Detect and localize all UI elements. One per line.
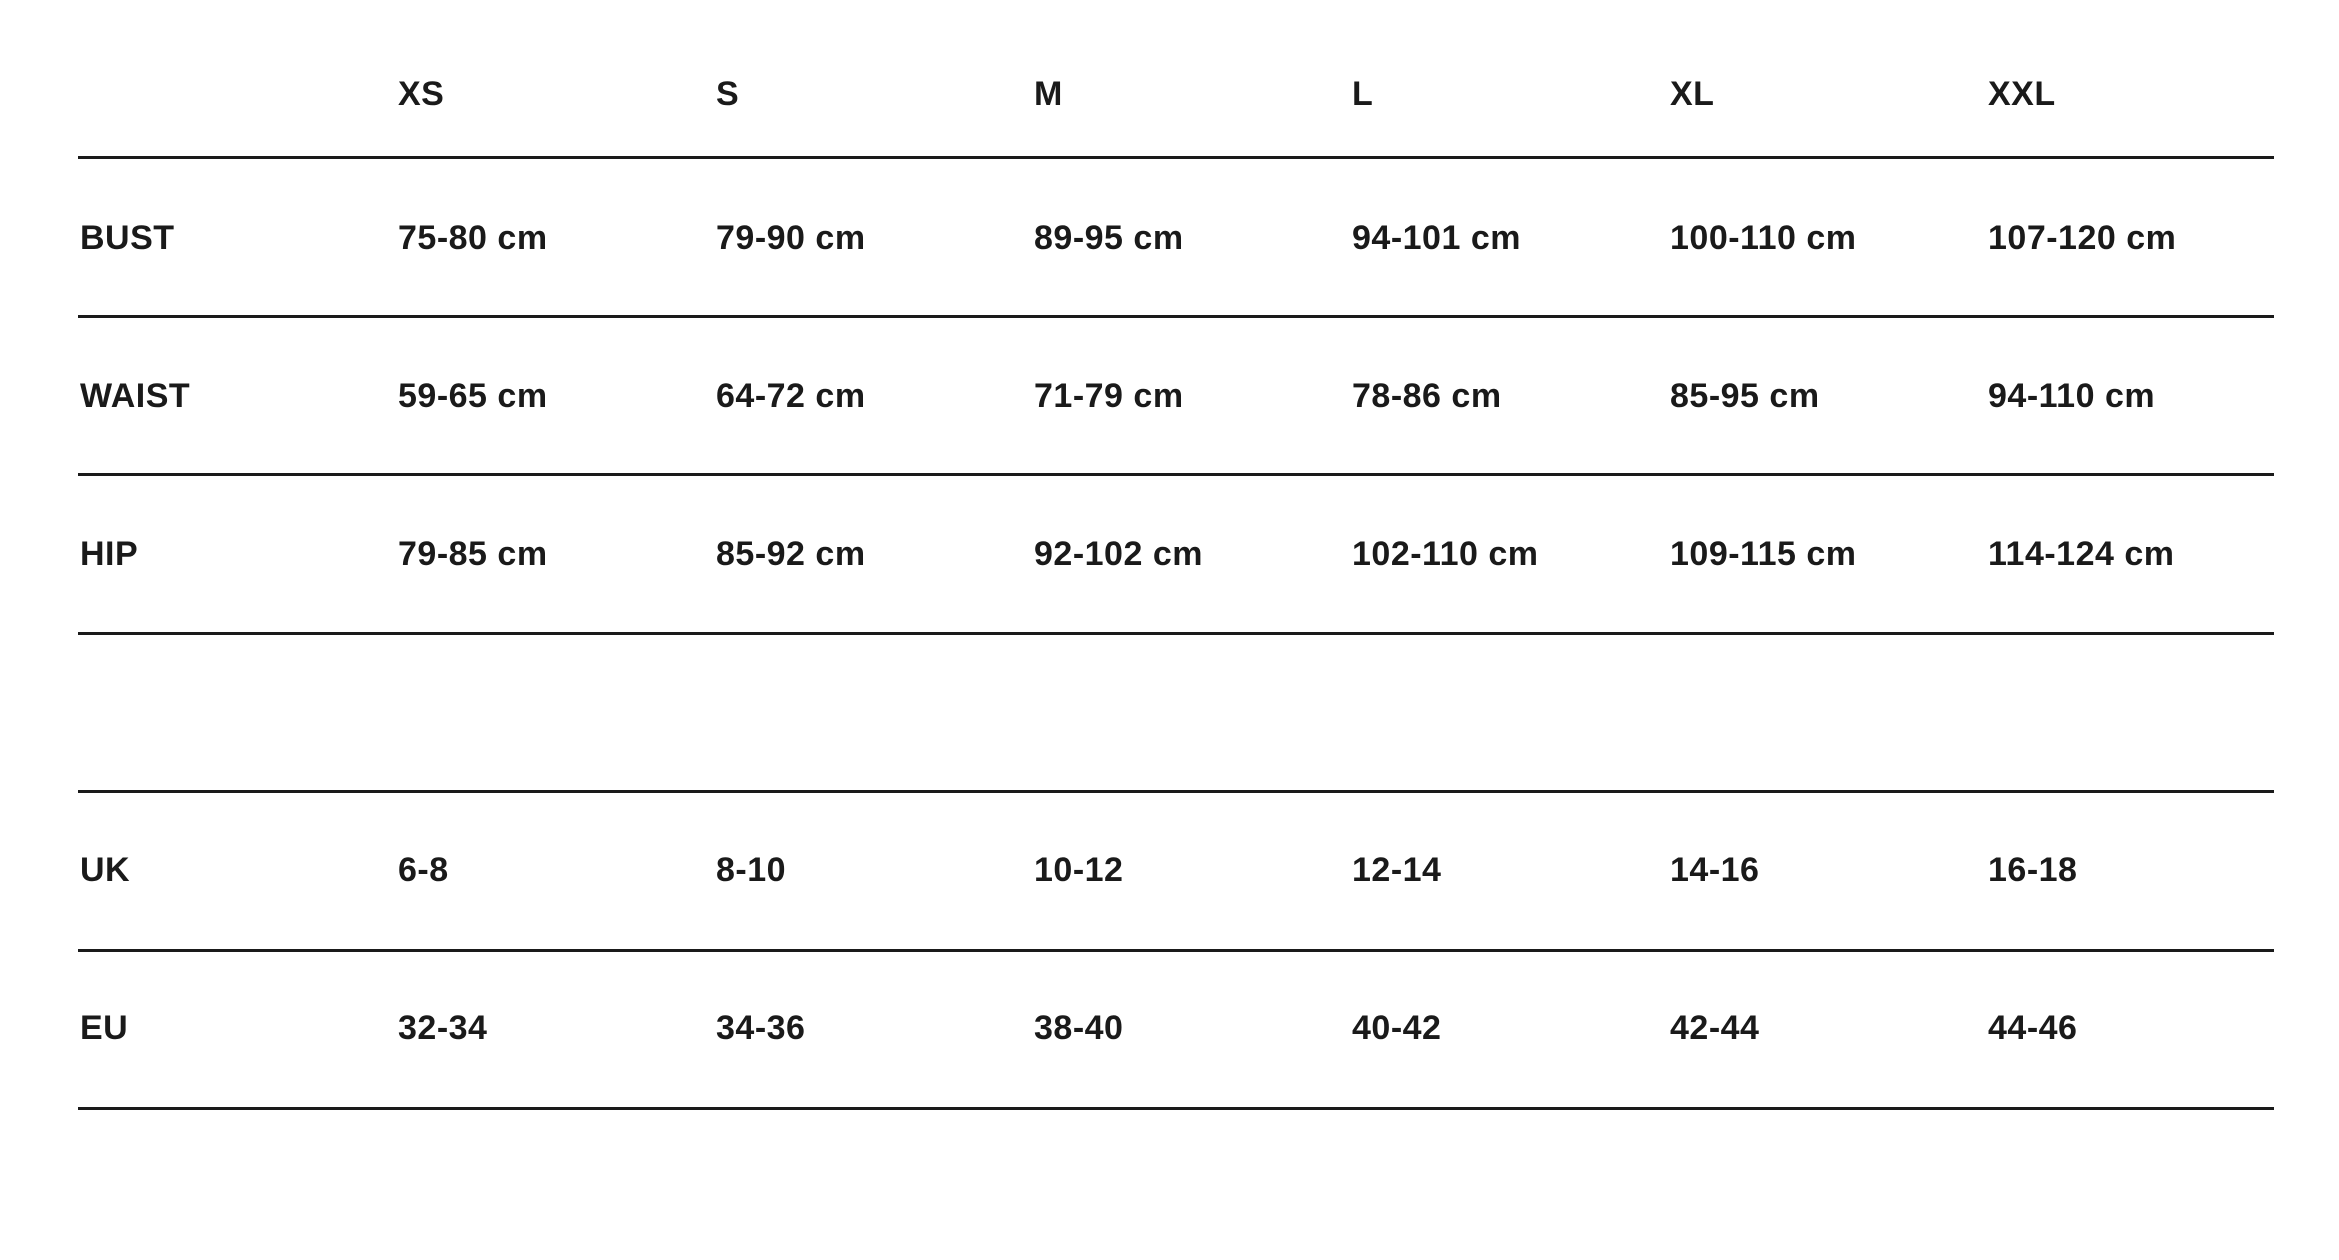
table-cell: 10-12	[1034, 850, 1124, 889]
table-cell: 34-36	[716, 1008, 806, 1047]
table-row	[78, 512, 2274, 596]
column-header-xxl: XXL	[1988, 74, 2056, 113]
table-cell: 14-16	[1670, 850, 1760, 889]
table-cell: 6-8	[398, 850, 449, 889]
row-label-bust: BUST	[80, 218, 175, 257]
table-cell: 38-40	[1034, 1008, 1124, 1047]
table-cell: 85-92 cm	[716, 534, 866, 573]
row-label-waist: WAIST	[80, 376, 191, 415]
table-cell: 94-110 cm	[1988, 376, 2156, 415]
divider	[78, 1107, 2274, 1110]
divider	[78, 790, 2274, 793]
table-cell: 102-110 cm	[1352, 534, 1539, 573]
divider	[78, 949, 2274, 952]
table-cell: 94-101 cm	[1352, 218, 1521, 257]
table-cell: 40-42	[1352, 1008, 1442, 1047]
table-cell: 59-65 cm	[398, 376, 548, 415]
table-row	[78, 196, 2274, 280]
divider	[78, 315, 2274, 318]
divider	[78, 156, 2274, 159]
column-header-s: S	[716, 74, 740, 113]
column-header-xs: XS	[398, 74, 445, 113]
table-cell: 12-14	[1352, 850, 1442, 889]
table-cell: 114-124 cm	[1988, 534, 2175, 573]
row-label-uk: UK	[80, 850, 131, 889]
table-row	[78, 354, 2274, 438]
table-cell: 42-44	[1670, 1008, 1760, 1047]
table-cell: 92-102 cm	[1034, 534, 1203, 573]
table-cell: 44-46	[1988, 1008, 2078, 1047]
table-cell: 32-34	[398, 1008, 488, 1047]
table-cell: 79-90 cm	[716, 218, 866, 257]
table-cell: 100-110 cm	[1670, 218, 1857, 257]
row-label-hip: HIP	[80, 534, 139, 573]
divider	[78, 632, 2274, 635]
table-cell: 8-10	[716, 850, 787, 889]
table-cell: 71-79 cm	[1034, 376, 1184, 415]
table-cell: 89-95 cm	[1034, 218, 1184, 257]
table-row	[78, 828, 2274, 912]
table-cell: 78-86 cm	[1352, 376, 1502, 415]
table-cell: 85-95 cm	[1670, 376, 1820, 415]
column-header-xl: XL	[1670, 74, 1715, 113]
table-cell: 64-72 cm	[716, 376, 866, 415]
row-label-eu: EU	[80, 1008, 129, 1047]
table-row	[78, 986, 2274, 1070]
table-cell: 109-115 cm	[1670, 534, 1857, 573]
header-row	[78, 52, 2274, 136]
column-header-l: L	[1352, 74, 1374, 113]
table-cell: 75-80 cm	[398, 218, 548, 257]
table-cell: 16-18	[1988, 850, 2078, 889]
table-cell: 79-85 cm	[398, 534, 548, 573]
divider	[78, 473, 2274, 476]
column-header-m: M	[1034, 74, 1063, 113]
table-cell: 107-120 cm	[1988, 218, 2177, 257]
